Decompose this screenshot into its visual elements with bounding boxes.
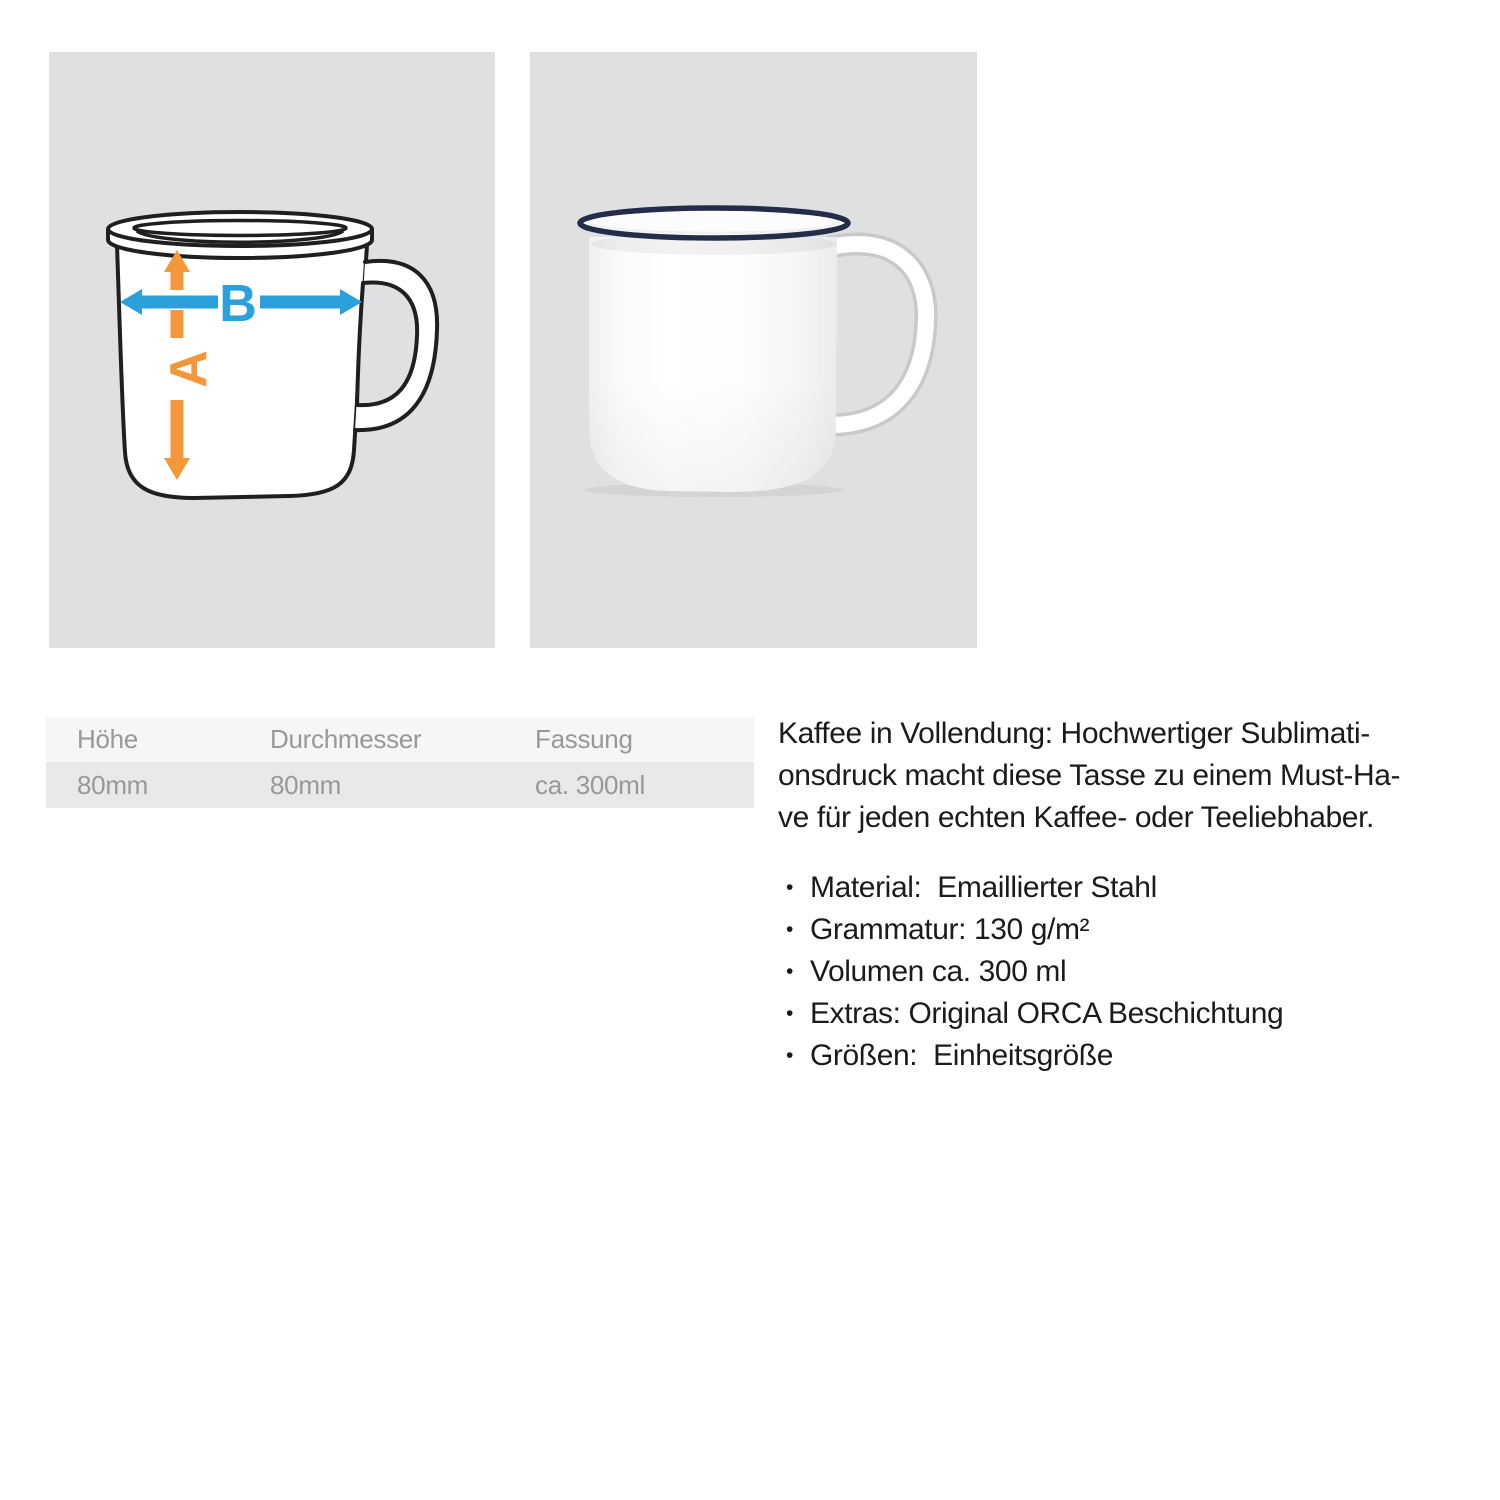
dimension-label-a: A <box>160 350 218 388</box>
product-photo-panel <box>530 52 977 648</box>
description-paragraph <box>778 713 1478 839</box>
list-item-text: Größen: Einheitsgröße <box>810 1039 1114 1072</box>
spec-table <box>46 717 754 808</box>
mug-line-drawing-icon <box>49 52 495 648</box>
spec-header-hoehe: Höhe <box>46 717 239 762</box>
list-item-text: Extras: Original ORCA Beschichtung <box>810 997 1284 1030</box>
dimension-label-b: B <box>219 275 257 333</box>
mug-opening <box>134 221 346 236</box>
spec-header-durchmesser: Durchmesser <box>239 717 504 762</box>
paragraph-line: Kaffee in Vollendung: Hochwertiger Sublimati- <box>778 717 1370 750</box>
list-item <box>778 1035 1478 1077</box>
list-item <box>778 951 1478 993</box>
mug-photo-handle <box>827 244 926 425</box>
bullet-icon: • <box>786 918 793 941</box>
feature-list <box>778 867 1478 1077</box>
bullet-icon: • <box>786 1044 793 1067</box>
product-description <box>778 713 1478 1077</box>
bullet-icon: • <box>786 876 793 899</box>
list-item <box>778 909 1478 951</box>
list-item <box>778 993 1478 1035</box>
spec-value-hoehe: 80mm <box>46 762 239 808</box>
enamel-mug-photo <box>530 52 977 648</box>
list-item-text: Volumen ca. 300 ml <box>810 955 1067 988</box>
size-diagram-panel <box>49 52 495 648</box>
bullet-icon: • <box>786 1002 793 1025</box>
paragraph-line: ve für jeden echten Kaffee- oder Teeliebhaber. <box>778 801 1374 834</box>
mug-photo-rim <box>580 208 848 238</box>
spec-value-durchmesser: 80mm <box>239 762 504 808</box>
list-item-text: Material: Emaillierter Stahl <box>810 871 1157 904</box>
list-item-text: Grammatur: 130 g/m² <box>810 913 1090 946</box>
bullet-icon: • <box>786 960 793 983</box>
paragraph-line: onsdruck macht diese Tasse zu einem Must-Ha- <box>778 759 1401 792</box>
list-item <box>778 867 1478 909</box>
mug-photo-body-shading <box>589 237 837 492</box>
spec-header-fassung: Fassung <box>504 717 754 762</box>
spec-value-fassung: ca. 300ml <box>504 762 754 808</box>
